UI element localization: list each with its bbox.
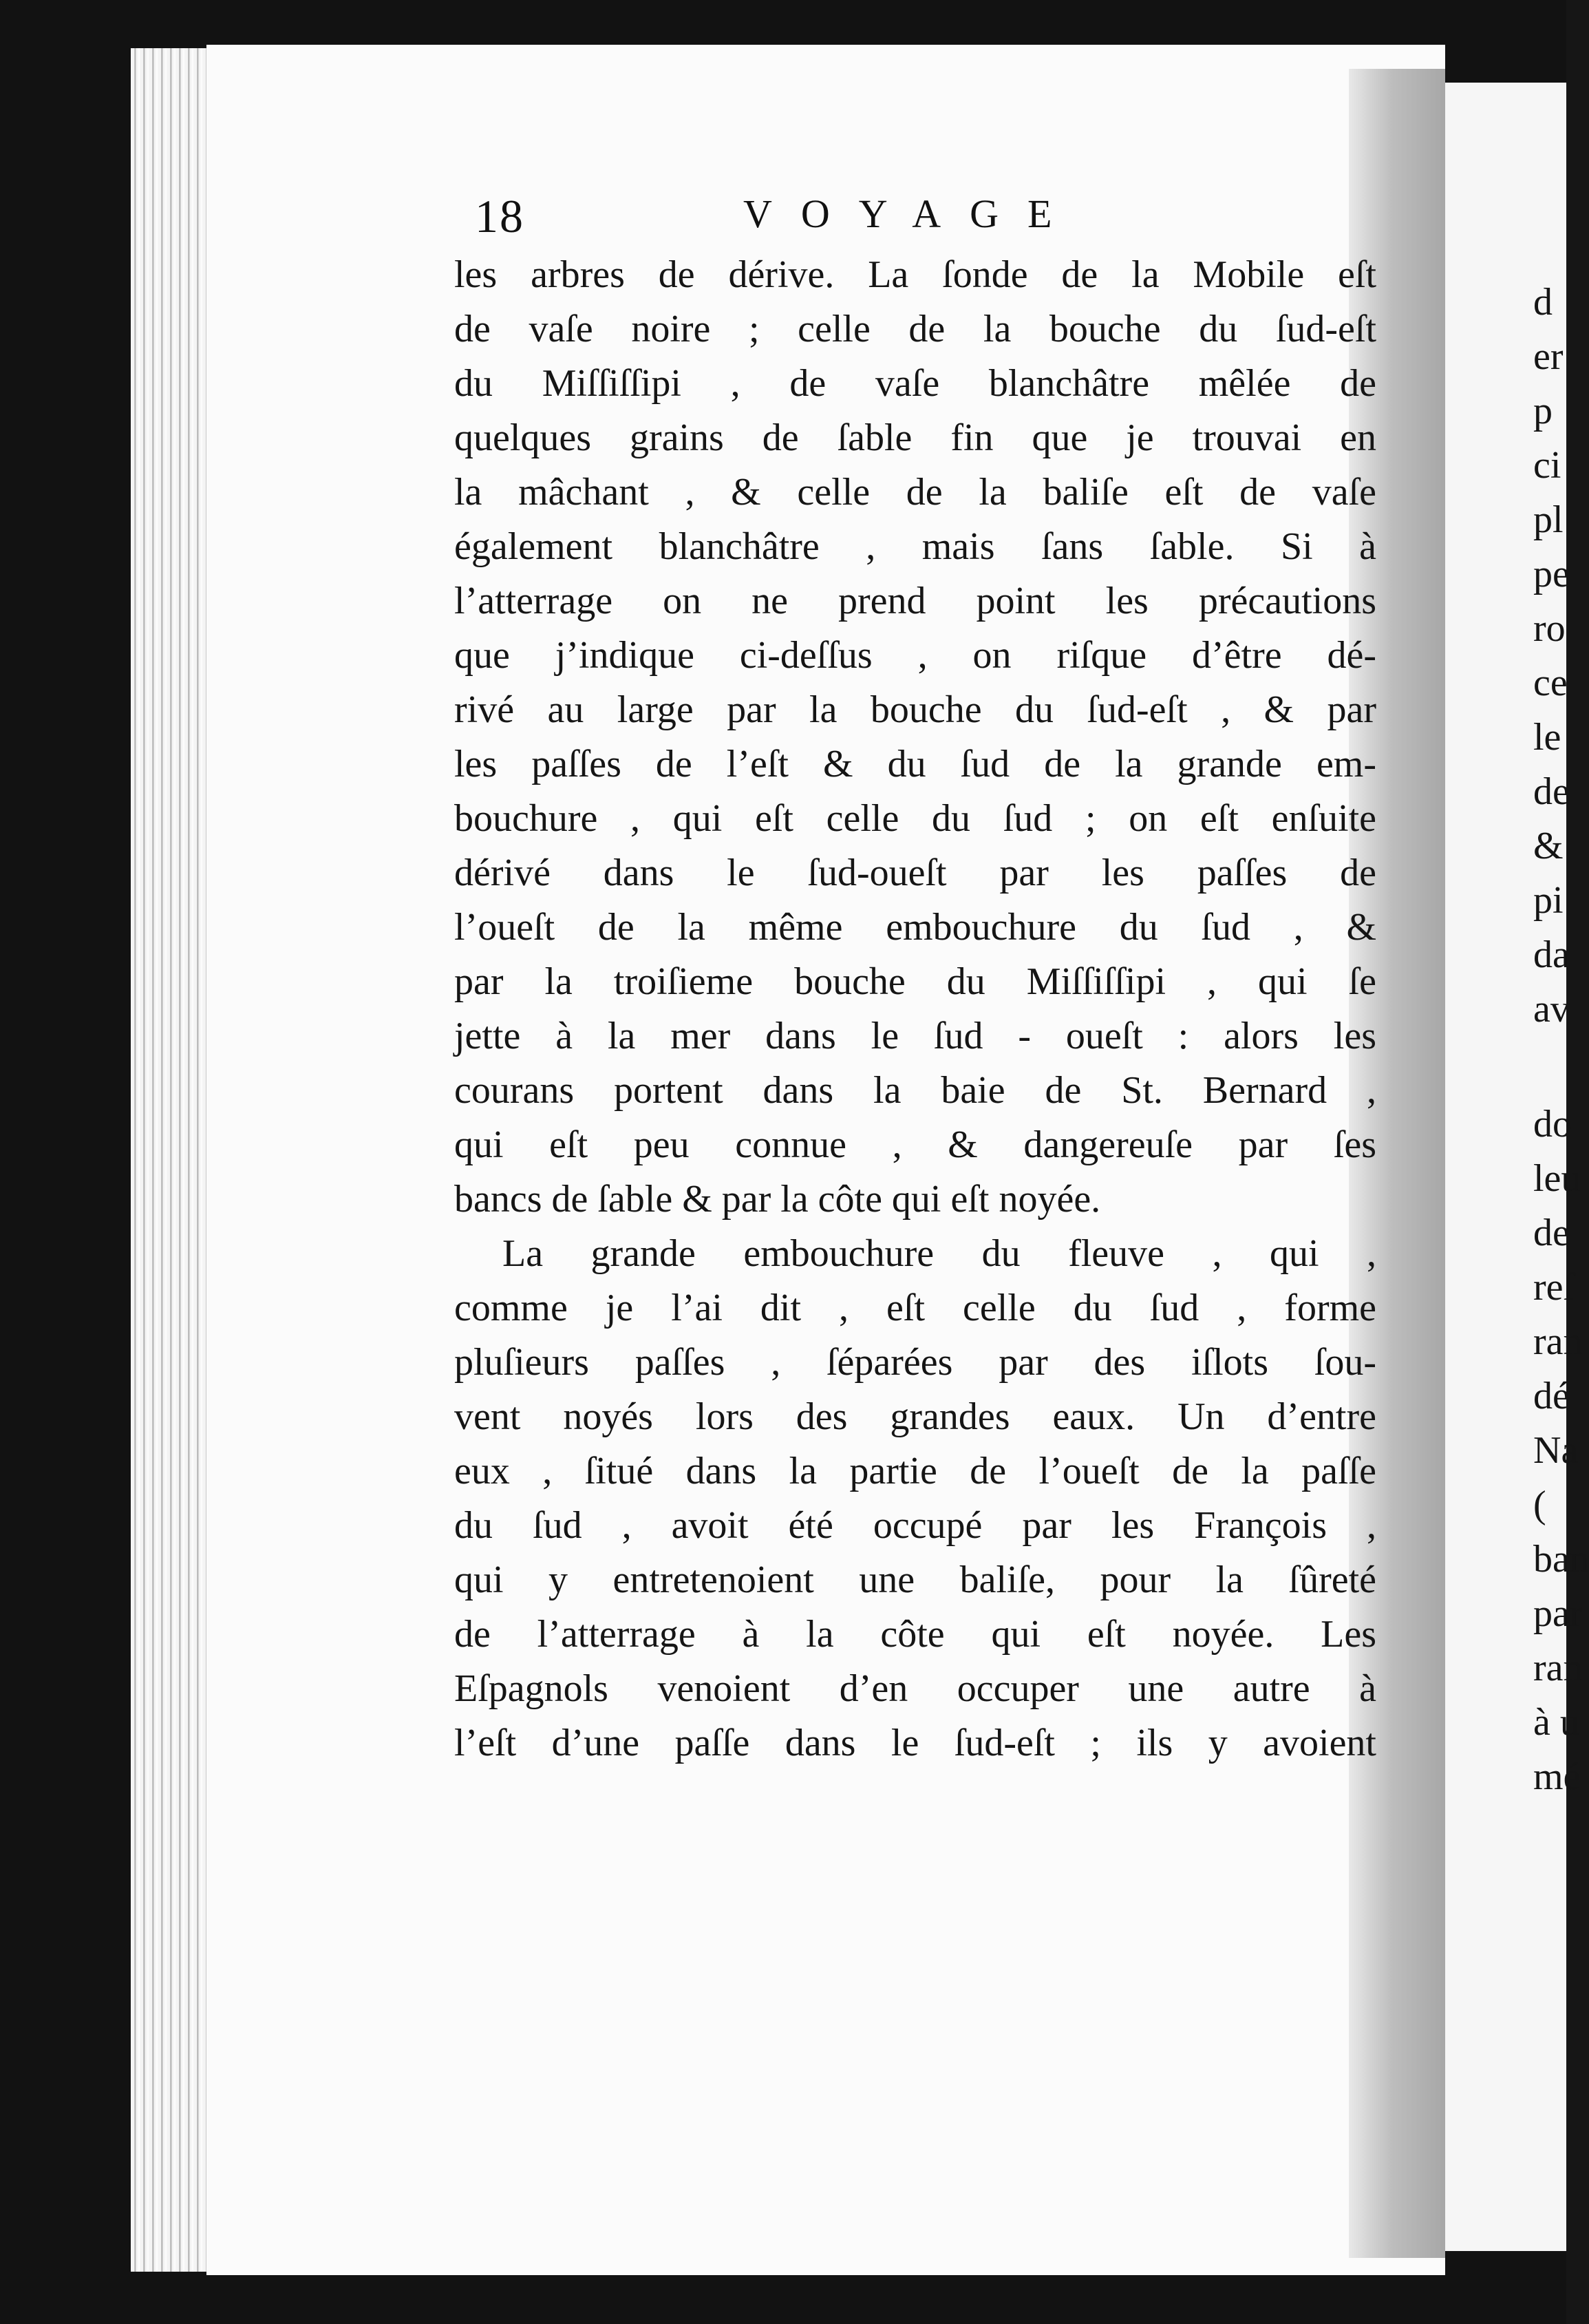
facing-fragment: d [1533, 281, 1553, 324]
text-line-2: de vaſe noire ; celle de la bouche du ſud-eſt [454, 308, 1376, 350]
facing-fragment: ce [1533, 662, 1568, 704]
facing-fragment: av [1533, 988, 1570, 1031]
text-line-25: qui y entretenoient une baliſe, pour la ſûreté [454, 1559, 1376, 1601]
facing-fragment: ran [1533, 1320, 1583, 1363]
facing-fragment: & [1533, 825, 1564, 867]
text-line-10: les paſſes de l’eſt & du ſud de la grande em- [454, 743, 1376, 785]
facing-fragment: de [1533, 1212, 1570, 1254]
text-line-14: par la troiſieme bouche du Miſſiſſipi , qui ſe [454, 960, 1376, 1003]
facing-fragment: ro [1533, 607, 1566, 650]
text-line-17: qui eſt peu connue , & dangereuſe par ſes [454, 1123, 1376, 1166]
text-line-8: que j’indique ci-deſſus , on riſque d’être dé- [454, 634, 1376, 677]
facing-fragment: ( [1533, 1483, 1546, 1526]
text-line-6: également blanchâtre , mais ſans ſable. Si à [454, 525, 1376, 568]
text-line-5: la mâchant , & celle de la baliſe eſt de vaſe [454, 471, 1376, 514]
facing-fragment: ci [1533, 444, 1561, 487]
body-text [454, 248, 1376, 1771]
text-line-3: du Miſſiſſipi , de vaſe blanchâtre mêlée de [454, 362, 1376, 405]
text-line-9: rivé au large par la bouche du ſud-eſt , & par [454, 688, 1376, 731]
text-line-18: bancs de ſable & par la côte qui eſt noyée. [454, 1178, 1101, 1221]
page-number: 18 [475, 190, 524, 242]
text-line-22: vent noyés lors des grandes eaux. Un d’entre [454, 1395, 1376, 1438]
text-line-12: dérivé dans le ſud-oueſt par les paſſes de [454, 852, 1376, 894]
text-line-26: de l’atterrage à la côte qui eſt noyée. Les [454, 1613, 1376, 1656]
text-line-7: l’atterrage on ne prend point les précautions [454, 580, 1376, 622]
facing-fragment: ran [1533, 1647, 1583, 1689]
text-line-28: l’eſt d’une paſſe dans le ſud-eſt ; ils y avoient [454, 1722, 1376, 1764]
text-line-13: l’oueſt de la même embouchure du ſud , & [454, 906, 1376, 949]
text-line-1: les arbres de dérive. La ſonde de la Mobile eſt [454, 253, 1376, 296]
facing-fragment: reſ [1533, 1266, 1575, 1309]
facing-fragment: pi [1533, 879, 1564, 922]
facing-paragraph-gap [1533, 1037, 1566, 1097]
facing-fragment: ban [1533, 1538, 1589, 1581]
text-line-19: La grande embouchure du fleuve , qui , [502, 1232, 1376, 1275]
facing-fragment: dé [1533, 1375, 1570, 1417]
text-line-4: quelques grains de ſable fin que je trouvai en [454, 416, 1376, 459]
text-line-27: Eſpagnols venoient d’en occuper une autre à [454, 1667, 1376, 1710]
facing-fragment: Na [1533, 1429, 1579, 1472]
text-line-15: jette à la mer dans le ſud - oueſt : alors les [454, 1015, 1376, 1057]
facing-fragment: er [1533, 335, 1564, 378]
facing-fragment: par [1533, 1592, 1583, 1635]
facing-fragment: à u [1533, 1701, 1579, 1744]
text-line-20: comme je l’ai dit , eſt celle du ſud , forme [454, 1287, 1376, 1329]
text-line-11: bouchure , qui eſt celle du ſud ; on eſt enſuite [454, 797, 1376, 840]
running-title: VOYAGE [743, 191, 1081, 236]
facing-fragment: pl [1533, 498, 1564, 541]
facing-fragment: de [1533, 770, 1570, 813]
facing-fragment: leu [1533, 1157, 1581, 1200]
facing-fragment: mé [1533, 1755, 1581, 1798]
facing-fragment: p [1533, 390, 1553, 432]
text-line-16: courans portent dans la baie de St. Bernard , [454, 1069, 1376, 1112]
facing-fragment: pe [1533, 553, 1570, 595]
text-line-24: du ſud , avoit été occupé par les François , [454, 1504, 1376, 1547]
facing-page-text [1533, 275, 1589, 1804]
facing-fragment: da [1533, 933, 1570, 976]
text-line-23: eux , ſitué dans la partie de l’oueſt de la paſſe [454, 1450, 1376, 1492]
facing-fragment: do [1533, 1103, 1572, 1145]
facing-fragment: le [1533, 716, 1561, 759]
text-line-21: pluſieurs paſſes , ſéparées par des iſlots ſou- [454, 1341, 1376, 1384]
